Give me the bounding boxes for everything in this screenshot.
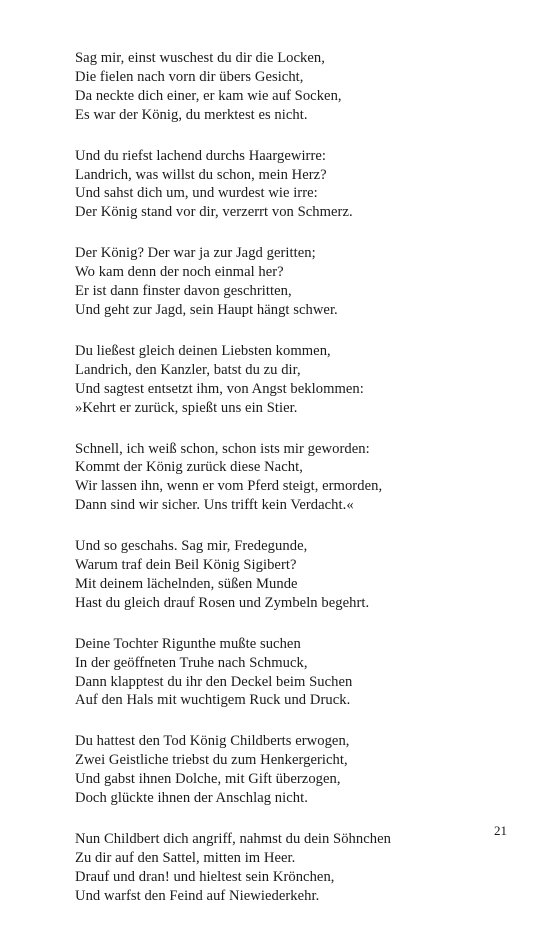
poem-line: Du hattest den Tod König Childberts erwogen,	[75, 733, 350, 750]
poem-line: Zwei Geistliche triebst du zum Henkergericht,	[75, 752, 348, 769]
poem-line: Deine Tochter Rigunthe mußte suchen	[75, 635, 301, 652]
stanza-6	[75, 537, 515, 613]
poem-line: Und gabst ihnen Dolche, mit Gift überzogen,	[75, 771, 341, 788]
poem-line: Schnell, ich weiß schon, schon ists mir geworden:	[75, 440, 370, 457]
poem-line: Zu dir auf den Sattel, mitten im Heer.	[75, 849, 296, 866]
stanza-4	[75, 342, 515, 418]
poem-line: Wir lassen ihn, wenn er vom Pferd steigt, ermorden,	[75, 478, 383, 495]
poem-line: Landrich, was willst du schon, mein Herz?	[75, 166, 327, 183]
poem-line: Und warfst den Feind auf Niewiederkehr.	[75, 887, 320, 904]
poem-line: Da neckte dich einer, er kam wie auf Socken,	[75, 87, 342, 104]
poem-line: Wo kam denn der noch einmal her?	[75, 264, 284, 281]
poem-line: Der König? Der war ja zur Jagd geritten;	[75, 245, 316, 262]
poem-line: Nun Childbert dich angriff, nahmst du dein Söhnchen	[75, 831, 391, 847]
poem-line: »Kehrt er zurück, spießt uns ein Stier.	[75, 399, 298, 416]
poem-line: Die fielen nach vorn dir übers Gesicht,	[75, 68, 304, 85]
poem-text	[75, 49, 515, 928]
poem-line: Und sahst dich um, und wurdest wie irre:	[75, 185, 318, 202]
poem-line: Und du riefst lachend durchs Haargewirre:	[75, 147, 326, 164]
poem-line: Du ließest gleich deinen Liebsten kommen,	[75, 342, 331, 359]
stanza-3	[75, 244, 515, 320]
poem-line: Warum traf dein Beil König Sigibert?	[75, 557, 297, 574]
poem-line: Auf den Hals mit wuchtigem Ruck und Druck.	[75, 692, 351, 709]
stanza-2	[75, 147, 515, 223]
poem-line: Dann klapptest du ihr den Deckel beim Suchen	[75, 673, 353, 690]
stanza-8	[75, 732, 515, 808]
page-number: 21	[494, 823, 507, 838]
stanza-7	[75, 635, 515, 711]
poem-line: Dann sind wir sicher. Uns trifft kein Verdacht.«	[75, 497, 354, 514]
stanza-1	[75, 49, 515, 125]
poem-line: Und sagtest entsetzt ihm, von Angst beklommen:	[75, 380, 364, 397]
poem-line: Landrich, den Kanzler, batst du zu dir,	[75, 361, 301, 378]
poem-line: Er ist dann finster davon geschritten,	[75, 283, 292, 300]
poem-line: Kommt der König zurück diese Nacht,	[75, 459, 303, 476]
stanza-5	[75, 440, 515, 516]
poem-line: In der geöffneten Truhe nach Schmuck,	[75, 654, 308, 671]
poem-line: Sag mir, einst wuschest du dir die Locken,	[75, 50, 325, 66]
poem-line: Und so geschahs. Sag mir, Fredegunde,	[75, 538, 308, 555]
poem-line: Doch glückte ihnen der Anschlag nicht.	[75, 790, 308, 807]
poem-line: Und geht zur Jagd, sein Haupt hängt schwer.	[75, 301, 338, 318]
poem-line: Hast du gleich drauf Rosen und Zymbeln begehrt.	[75, 594, 370, 611]
poem-line: Der König stand vor dir, verzerrt von Schmerz.	[75, 204, 353, 221]
poem-line: Es war der König, du merktest es nicht.	[75, 106, 308, 123]
stanza-9	[75, 830, 515, 906]
poem-line: Drauf und dran! und hieltest sein Krönchen,	[75, 868, 335, 885]
poem-line: Mit deinem lächelnden, süßen Munde	[75, 575, 298, 592]
